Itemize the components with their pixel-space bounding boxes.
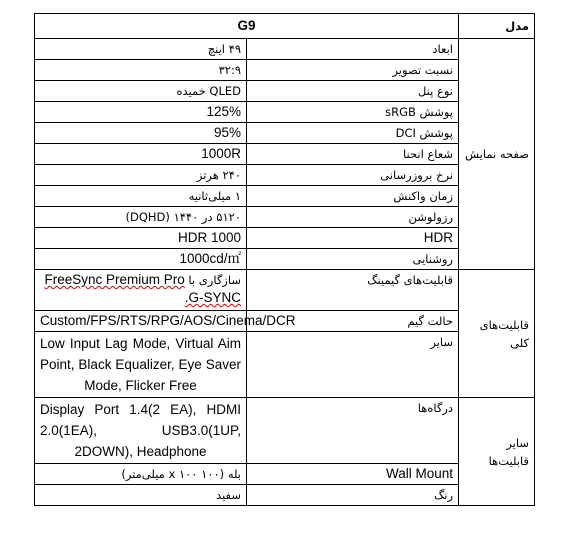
row-value: ۳۲:۹ — [35, 60, 247, 81]
row-value: ۴۹ اینچ — [35, 39, 247, 60]
table-row — [35, 270, 535, 311]
row-label: پوشش sRGB — [247, 102, 459, 123]
row-value: 1000R — [35, 144, 247, 165]
row-value: Display Port 1.4(2 EA), HDMI 2.0(1EA), USB3.0(1UP, 2DOWN), Headphone — [35, 398, 247, 464]
row-label: زمان واکنش — [247, 186, 459, 207]
section-display: صفحه نمایش — [459, 39, 535, 270]
row-value: ۲۴۰ هرتز — [35, 165, 247, 186]
row-value: بله (۱۰۰ x ۱۰۰ میلی‌متر) — [35, 464, 247, 485]
row-label: پوشش DCI — [247, 123, 459, 144]
row-label: نسبت تصویر — [247, 60, 459, 81]
row-label: شعاع انحنا — [247, 144, 459, 165]
spec-table — [34, 13, 535, 506]
row-value: QLED خمیده — [35, 81, 247, 102]
row-label: قابلیت‌های گیمینگ — [247, 270, 459, 311]
header-model — [35, 14, 459, 39]
model-name: G9 — [237, 18, 256, 33]
header-category: مدل — [459, 14, 535, 39]
row-label: درگاه‌ها — [247, 398, 459, 464]
row-value: Custom/FPS/RTS/RPG/AOS/Cinema/DCR — [35, 311, 247, 332]
row-value: 95% — [35, 123, 247, 144]
row-value: سفید — [35, 485, 247, 506]
row-value: ۵۱۲۰ در ۱۴۴۰ (DQHD) — [35, 207, 247, 228]
header-row — [35, 14, 535, 39]
row-label: حالت گیم — [247, 311, 459, 332]
table-row — [35, 39, 535, 60]
row-value: 1000cd/㎡ — [35, 249, 247, 270]
row-label: سایر — [247, 332, 459, 398]
row-label: روشنایی — [247, 249, 459, 270]
row-value: HDR 1000 — [35, 228, 247, 249]
row-label: HDR — [247, 228, 459, 249]
table-row — [35, 398, 535, 464]
row-label: ابعاد — [247, 39, 459, 60]
row-label: رنگ — [247, 485, 459, 506]
row-label: نوع پنل — [247, 81, 459, 102]
section-other: سایر قابلیت‌ها — [459, 398, 535, 506]
row-label: Wall Mount — [247, 464, 459, 485]
row-label: رزولوشن — [247, 207, 459, 228]
row-value: Low Input Lag Mode, Virtual Aim Point, Black Equalizer, Eye Saver Mode, Flicker Free — [35, 332, 247, 398]
row-value: 125% — [35, 102, 247, 123]
row-label: نرخ بروزرسانی — [247, 165, 459, 186]
row-value: ۱ میلی‌ثانیه — [35, 186, 247, 207]
row-value: سازگاری با FreeSync Premium Pro .G-SYNC — [35, 270, 247, 311]
section-gaming: قابلیت‌های کلی — [459, 270, 535, 398]
